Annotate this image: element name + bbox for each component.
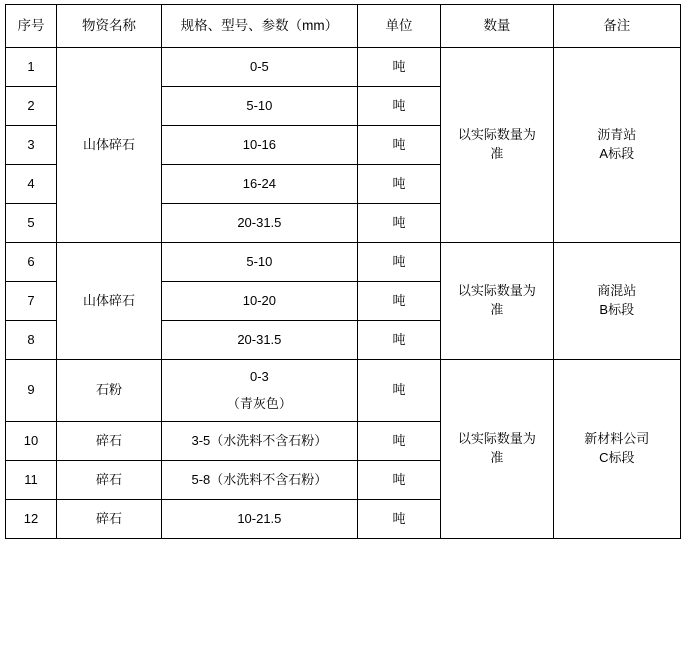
cell-serial: 11	[6, 461, 57, 500]
cell-quantity-group-3	[441, 360, 553, 539]
cell-specification: 5-10	[161, 243, 357, 282]
cell-quantity-group-2	[441, 243, 553, 360]
cell-unit: 吨	[357, 282, 441, 321]
quantity-line-1: 以实际数量为	[457, 283, 536, 299]
cell-quantity-group-1	[441, 48, 553, 243]
quantity-line-2: 准	[490, 146, 504, 161]
header-cell-unit: 单位	[357, 5, 441, 48]
cell-remark-group-3	[553, 360, 680, 539]
cell-serial: 12	[6, 500, 57, 539]
table-row	[6, 48, 681, 87]
table-header-row	[6, 5, 681, 48]
cell-serial: 2	[6, 87, 57, 126]
cell-unit: 吨	[357, 243, 441, 282]
cell-remark-group-1	[553, 48, 680, 243]
cell-specification: 0-5	[161, 48, 357, 87]
remark-line-1: 商混站	[597, 283, 637, 299]
cell-serial: 4	[6, 165, 57, 204]
cell-unit: 吨	[357, 500, 441, 539]
cell-serial: 3	[6, 126, 57, 165]
table-header	[6, 5, 681, 48]
cell-specification: 10-21.5	[161, 500, 357, 539]
quantity-line-1: 以实际数量为	[457, 127, 536, 143]
cell-specification: 3-5（水洗料不含石粉）	[161, 422, 357, 461]
cell-material-name-group-2: 山体碎石	[56, 243, 161, 360]
cell-specification: 5-8（水洗料不含石粉）	[161, 461, 357, 500]
cell-unit: 吨	[357, 321, 441, 360]
cell-unit: 吨	[357, 360, 441, 422]
remark-line-1: 新材料公司	[584, 431, 650, 447]
specification-main: 0-3	[249, 368, 269, 384]
cell-unit: 吨	[357, 165, 441, 204]
cell-specification	[161, 360, 357, 422]
header-cell-material-name: 物资名称	[56, 5, 161, 48]
cell-material-name-group-1: 山体碎石	[56, 48, 161, 243]
header-cell-remark: 备注	[553, 5, 680, 48]
cell-serial: 10	[6, 422, 57, 461]
cell-serial: 8	[6, 321, 57, 360]
quantity-line-2: 准	[490, 450, 504, 465]
quantity-line-1: 以实际数量为	[457, 431, 536, 447]
cell-specification: 20-31.5	[161, 321, 357, 360]
cell-specification: 10-16	[161, 126, 357, 165]
cell-material-name: 碎石	[56, 422, 161, 461]
cell-material-name: 碎石	[56, 461, 161, 500]
cell-specification: 5-10	[161, 87, 357, 126]
cell-serial: 1	[6, 48, 57, 87]
cell-serial: 7	[6, 282, 57, 321]
remark-line-2: A标段	[599, 146, 635, 161]
remark-line-1: 沥青站	[597, 127, 637, 143]
cell-remark-group-2	[553, 243, 680, 360]
cell-serial: 6	[6, 243, 57, 282]
table-row	[6, 360, 681, 422]
materials-table	[5, 4, 681, 539]
remark-line-2: C标段	[599, 450, 635, 465]
cell-unit: 吨	[357, 126, 441, 165]
remark-line-2: B标段	[599, 302, 635, 317]
cell-unit: 吨	[357, 87, 441, 126]
cell-specification: 16-24	[161, 165, 357, 204]
cell-unit: 吨	[357, 461, 441, 500]
cell-unit: 吨	[357, 204, 441, 243]
cell-unit: 吨	[357, 48, 441, 87]
header-cell-serial: 序号	[6, 5, 57, 48]
table-row	[6, 243, 681, 282]
cell-serial: 9	[6, 360, 57, 422]
header-cell-specification: 规格、型号、参数（mm）	[161, 5, 357, 48]
cell-unit: 吨	[357, 422, 441, 461]
header-cell-quantity: 数量	[441, 5, 553, 48]
cell-specification: 20-31.5	[161, 204, 357, 243]
cell-specification: 10-20	[161, 282, 357, 321]
cell-material-name: 石粉	[56, 360, 161, 422]
cell-serial: 5	[6, 204, 57, 243]
table-body	[6, 48, 681, 539]
specification-sub: （青灰色）	[226, 395, 292, 411]
quantity-line-2: 准	[490, 302, 504, 317]
cell-material-name: 碎石	[56, 500, 161, 539]
